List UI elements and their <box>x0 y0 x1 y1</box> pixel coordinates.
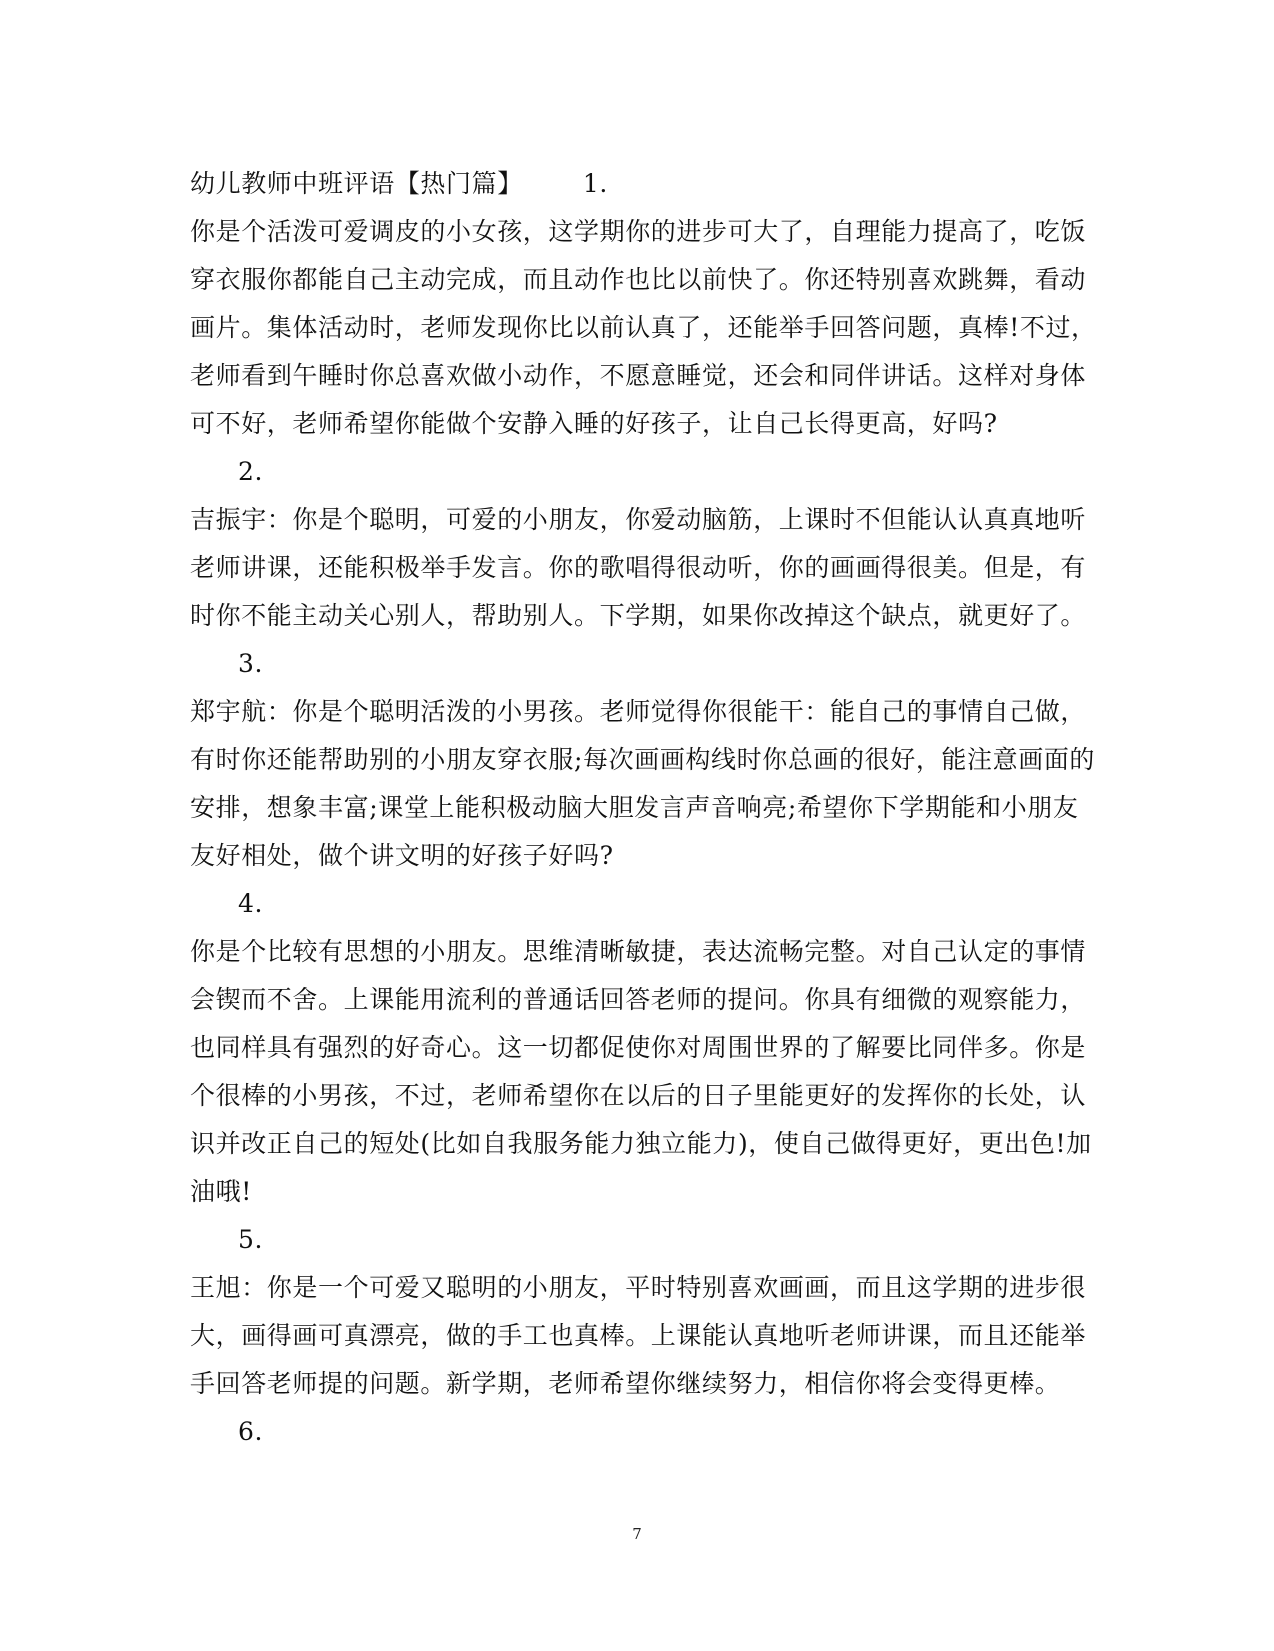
document-title: 幼儿教师中班评语【热门篇】 <box>190 169 523 198</box>
document-body <box>190 160 1097 1456</box>
item-number: 2. <box>238 457 264 486</box>
text-line: 油哦! <box>190 1177 252 1206</box>
item-number: 6. <box>238 1417 264 1446</box>
item-number: 3. <box>238 649 264 678</box>
text-line: 手回答老师提的问题。新学期，老师希望你继续努力，相信你将会变得更棒。 <box>190 1369 1061 1398</box>
text-line: 郑宇航：你是个聪明活泼的小男孩。老师觉得你很能干：能自己的事情自己做， <box>190 697 1087 726</box>
text-line: 安排，想象丰富;课堂上能积极动脑大胆发言声音响亮;希望你下学期能和小朋友 <box>190 793 1079 822</box>
text-line: 你是个比较有思想的小朋友。思维清晰敏捷，表达流畅完整。对自己认定的事情 <box>190 937 1087 966</box>
text-line: 你是个活泼可爱调皮的小女孩，这学期你的进步可大了，自理能力提高了，吃饭 <box>190 217 1087 246</box>
text-line: 可不好，老师希望你能做个安静入睡的好孩子，让自己长得更高，好吗? <box>190 409 998 438</box>
text-line: 吉振宇：你是个聪明，可爱的小朋友，你爱动脑筋，上课时不但能认认真真地听 <box>190 505 1087 534</box>
text-line: 友好相处，做个讲文明的好孩子好吗? <box>190 841 614 870</box>
document-title-row <box>190 160 1080 208</box>
text-line: 老师讲课，还能积极举手发言。你的歌唱得很动听，你的画画得很美。但是，有 <box>190 553 1087 582</box>
text-line: 个很棒的小男孩，不过，老师希望你在以后的日子里能更好的发挥你的长处，认 <box>190 1081 1087 1110</box>
item-number: 4. <box>238 889 264 918</box>
text-line: 也同样具有强烈的好奇心。这一切都促使你对周围世界的了解要比同伴多。你是 <box>190 1033 1087 1062</box>
text-line: 识并改正自己的短处(比如自我服务能力独立能力)，使自己做得更好，更出色!加 <box>190 1129 1092 1158</box>
text-line: 时你不能主动关心别人，帮助别人。下学期，如果你改掉这个缺点，就更好了。 <box>190 601 1087 630</box>
item-number: 1. <box>582 169 608 198</box>
text-line: 王旭：你是一个可爱又聪明的小朋友，平时特别喜欢画画，而且这学期的进步很 <box>190 1273 1087 1302</box>
text-line: 画片。集体活动时，老师发现你比以前认真了，还能举手回答问题，真棒!不过， <box>190 313 1097 342</box>
text-line: 大，画得画可真漂亮，做的手工也真棒。上课能认真地听老师讲课，而且还能举 <box>190 1321 1087 1350</box>
text-line: 会锲而不舍。上课能用流利的普通话回答老师的提问。你具有细微的观察能力， <box>190 985 1087 1014</box>
text-line: 穿衣服你都能自己主动完成，而且动作也比以前快了。你还特别喜欢跳舞，看动 <box>190 265 1087 294</box>
page-number: 7 <box>632 1525 642 1543</box>
item-number: 5. <box>238 1225 264 1254</box>
text-line: 老师看到午睡时你总喜欢做小动作，不愿意睡觉，还会和同伴讲话。这样对身体 <box>190 361 1087 390</box>
text-line: 有时你还能帮助别的小朋友穿衣服;每次画画构线时你总画的很好，能注意画面的 <box>190 745 1096 774</box>
